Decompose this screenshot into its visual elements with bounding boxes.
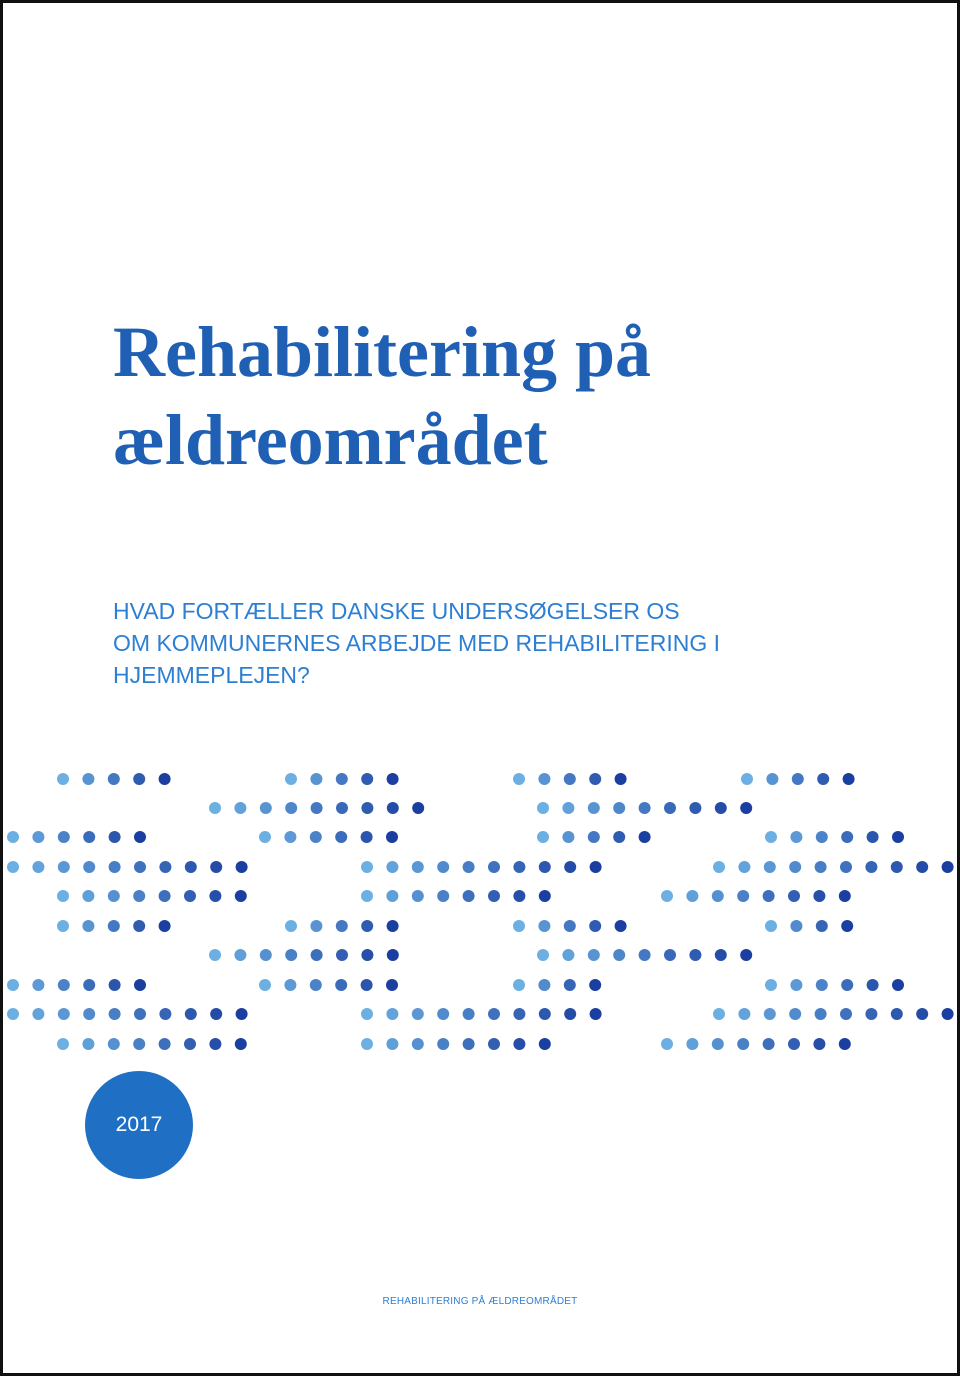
pattern-dot: [865, 861, 877, 873]
pattern-dot: [815, 861, 827, 873]
pattern-dot: [58, 1008, 70, 1020]
cover-subtitle-line-3: HJEMMEPLEJEN?: [113, 662, 310, 688]
pattern-dot: [865, 1008, 877, 1020]
pattern-dot: [841, 831, 853, 843]
pattern-dot: [841, 920, 853, 932]
pattern-dot: [790, 979, 802, 991]
pattern-dot: [82, 1038, 94, 1050]
pattern-dot: [562, 802, 574, 814]
pattern-dot: [788, 1038, 800, 1050]
pattern-dot: [590, 1008, 602, 1020]
pattern-dot: [234, 949, 246, 961]
pattern-dot: [412, 861, 424, 873]
pattern-dot: [613, 949, 625, 961]
pattern-dot: [386, 831, 398, 843]
pattern-dot: [488, 1038, 500, 1050]
pattern-dot: [539, 890, 551, 902]
pattern-dot: [615, 773, 627, 785]
pattern-dot: [816, 979, 828, 991]
pattern-dot: [488, 861, 500, 873]
pattern-dot: [210, 1008, 222, 1020]
pattern-dot: [916, 861, 928, 873]
pattern-dot: [789, 861, 801, 873]
pattern-dot: [335, 979, 347, 991]
pattern-dot: [766, 773, 778, 785]
pattern-dot: [639, 949, 651, 961]
pattern-dot: [310, 773, 322, 785]
pattern-dot: [361, 773, 373, 785]
pattern-dot: [361, 831, 373, 843]
pattern-dot: [437, 890, 449, 902]
pattern-dot: [83, 861, 95, 873]
pattern-dot: [236, 1008, 248, 1020]
pattern-dot: [361, 1008, 373, 1020]
pattern-dot: [387, 920, 399, 932]
pattern-dot: [916, 1008, 928, 1020]
pattern-dot: [159, 920, 171, 932]
pattern-dot: [764, 1008, 776, 1020]
pattern-dot: [209, 802, 221, 814]
pattern-dot: [133, 773, 145, 785]
pattern-dot: [513, 979, 525, 991]
pattern-dot: [664, 802, 676, 814]
pattern-dot: [715, 802, 727, 814]
pattern-dot: [437, 1038, 449, 1050]
pattern-dot: [867, 979, 879, 991]
pattern-dot: [310, 979, 322, 991]
pattern-dot: [816, 831, 828, 843]
pattern-dot: [386, 861, 398, 873]
pattern-dot: [361, 890, 373, 902]
pattern-dot: [463, 890, 475, 902]
pattern-dot: [184, 890, 196, 902]
pattern-dot: [740, 949, 752, 961]
pattern-dot: [564, 861, 576, 873]
pattern-dot: [765, 979, 777, 991]
pattern-dot: [664, 949, 676, 961]
pattern-dot: [235, 890, 247, 902]
pattern-dot: [539, 1008, 551, 1020]
pattern-dot: [488, 890, 500, 902]
pattern-dot: [712, 890, 724, 902]
pattern-dot: [412, 1008, 424, 1020]
pattern-dot: [7, 861, 19, 873]
pattern-dot: [57, 773, 69, 785]
pattern-dot: [765, 831, 777, 843]
pattern-dot: [285, 920, 297, 932]
pattern-dot: [538, 920, 550, 932]
pattern-dot: [58, 831, 70, 843]
pattern-dot: [513, 861, 525, 873]
pattern-dot: [713, 1008, 725, 1020]
pattern-dot: [741, 773, 753, 785]
pattern-dot: [260, 802, 272, 814]
pattern-dot: [513, 920, 525, 932]
pattern-dot: [763, 1038, 775, 1050]
pattern-dot: [210, 861, 222, 873]
pattern-dot: [387, 802, 399, 814]
pattern-dot: [235, 1038, 247, 1050]
pattern-dot: [134, 861, 146, 873]
year-label: 2017: [115, 1113, 163, 1136]
pattern-dot: [437, 861, 449, 873]
pattern-dot: [285, 773, 297, 785]
pattern-dot: [537, 802, 549, 814]
pattern-dot: [816, 920, 828, 932]
cover-subtitle-line-2: OM KOMMUNERNES ARBEJDE MED REHABILITERING I: [113, 630, 721, 656]
pattern-dot: [661, 1038, 673, 1050]
pattern-dot: [285, 949, 297, 961]
pattern-dot: [738, 1008, 750, 1020]
pattern-dot: [589, 773, 601, 785]
pattern-dot: [788, 890, 800, 902]
pattern-dot: [537, 831, 549, 843]
pattern-dot: [589, 979, 601, 991]
pattern-dot: [737, 890, 749, 902]
pattern-dot: [7, 979, 19, 991]
pattern-dot: [361, 861, 373, 873]
pattern-dot: [83, 979, 95, 991]
pattern-dot: [613, 831, 625, 843]
pattern-dot: [412, 802, 424, 814]
cover-subtitle: [113, 595, 913, 691]
pattern-dot: [513, 890, 525, 902]
pattern-dot: [335, 831, 347, 843]
pattern-dot: [387, 949, 399, 961]
pattern-dot: [284, 831, 296, 843]
pattern-dot: [763, 890, 775, 902]
pattern-dot: [712, 1038, 724, 1050]
pattern-dot: [310, 831, 322, 843]
pattern-dot: [259, 979, 271, 991]
pattern-dot: [361, 1038, 373, 1050]
pattern-dot: [817, 773, 829, 785]
pattern-dot: [839, 1038, 851, 1050]
pattern-dot: [615, 920, 627, 932]
pattern-dot: [134, 979, 146, 991]
pattern-dot: [686, 890, 698, 902]
pattern-dot: [513, 1038, 525, 1050]
pattern-dot: [159, 1008, 171, 1020]
pattern-dot: [209, 1038, 221, 1050]
pattern-dot: [387, 773, 399, 785]
pattern-dot: [686, 1038, 698, 1050]
pattern-dot: [892, 979, 904, 991]
pattern-dot: [83, 1008, 95, 1020]
pattern-dot: [336, 949, 348, 961]
pattern-dot: [737, 1038, 749, 1050]
pattern-dot: [159, 861, 171, 873]
pattern-dot: [57, 1038, 69, 1050]
pattern-dot: [841, 979, 853, 991]
pattern-dot: [463, 1038, 475, 1050]
pattern-dot: [159, 773, 171, 785]
pattern-dot: [562, 949, 574, 961]
pattern-dot: [564, 920, 576, 932]
year-badge: [85, 1071, 193, 1179]
pattern-dot: [790, 831, 802, 843]
pattern-dot: [185, 1008, 197, 1020]
pattern-dot: [134, 1008, 146, 1020]
pattern-dot: [109, 861, 121, 873]
pattern-dot: [764, 861, 776, 873]
pattern-dot: [133, 1038, 145, 1050]
pattern-dot: [412, 1038, 424, 1050]
pattern-dot: [310, 920, 322, 932]
pattern-dot: [259, 831, 271, 843]
pattern-dot: [538, 773, 550, 785]
pattern-dot: [284, 979, 296, 991]
pattern-dot: [159, 890, 171, 902]
pattern-dot: [134, 831, 146, 843]
pattern-dot: [839, 890, 851, 902]
pattern-dot: [588, 802, 600, 814]
pattern-dot: [108, 890, 120, 902]
pattern-dot: [738, 861, 750, 873]
pattern-dot: [942, 1008, 954, 1020]
pattern-dot: [133, 920, 145, 932]
pattern-dot: [336, 773, 348, 785]
pattern-dot: [7, 831, 19, 843]
pattern-dot: [234, 802, 246, 814]
pattern-dot: [463, 1008, 475, 1020]
pattern-dot: [108, 1038, 120, 1050]
pattern-dot: [463, 861, 475, 873]
pattern-dot: [159, 1038, 171, 1050]
pattern-dot: [689, 802, 701, 814]
pattern-dot: [790, 920, 802, 932]
pattern-dot: [82, 920, 94, 932]
pattern-dot: [133, 890, 145, 902]
pattern-dot: [58, 979, 70, 991]
pattern-dot: [82, 773, 94, 785]
cover-subtitle-line-1: HVAD FORTÆLLER DANSKE UNDERSØGELSER OS: [113, 598, 680, 624]
pattern-dot: [867, 831, 879, 843]
cover-title-line-1: Rehabilitering på: [113, 312, 652, 392]
pattern-dot: [513, 773, 525, 785]
pattern-dot: [740, 802, 752, 814]
pattern-dot: [32, 1008, 44, 1020]
pattern-dot: [185, 861, 197, 873]
pattern-dot: [412, 890, 424, 902]
pattern-dot: [942, 861, 954, 873]
pattern-dot: [361, 802, 373, 814]
pattern-dot: [564, 979, 576, 991]
pattern-dot: [336, 920, 348, 932]
pattern-dot: [488, 1008, 500, 1020]
pattern-dot: [285, 802, 297, 814]
pattern-dot: [58, 861, 70, 873]
pattern-dot: [109, 1008, 121, 1020]
pattern-dot: [813, 1038, 825, 1050]
pattern-dot: [891, 1008, 903, 1020]
pattern-dot: [236, 861, 248, 873]
pattern-dot: [537, 949, 549, 961]
pattern-dot: [813, 890, 825, 902]
pattern-dot: [7, 1008, 19, 1020]
pattern-dot: [32, 831, 44, 843]
pattern-dot: [386, 1008, 398, 1020]
pattern-dot: [209, 949, 221, 961]
pattern-dot: [539, 861, 551, 873]
pattern-dot: [57, 890, 69, 902]
pattern-dot: [715, 949, 727, 961]
pattern-dot: [539, 1038, 551, 1050]
pattern-dot: [792, 773, 804, 785]
cover-title-line-2: ældreområdet: [113, 400, 548, 480]
pattern-dot: [386, 979, 398, 991]
pattern-dot: [361, 979, 373, 991]
pattern-dot: [590, 861, 602, 873]
pattern-dot: [843, 773, 855, 785]
pattern-dot: [108, 920, 120, 932]
pattern-dot: [789, 1008, 801, 1020]
pattern-dot: [562, 831, 574, 843]
pattern-dot: [588, 949, 600, 961]
pattern-dot: [83, 831, 95, 843]
pattern-dot: [109, 979, 121, 991]
pattern-dot: [639, 802, 651, 814]
pattern-dot: [713, 861, 725, 873]
pattern-dot: [361, 920, 373, 932]
pattern-dot: [386, 890, 398, 902]
pattern-dot: [661, 890, 673, 902]
pattern-dot: [513, 1008, 525, 1020]
pattern-dot: [689, 949, 701, 961]
pattern-dot: [639, 831, 651, 843]
pattern-dot: [589, 920, 601, 932]
pattern-dot: [891, 861, 903, 873]
pattern-dot: [260, 949, 272, 961]
pattern-dot: [57, 920, 69, 932]
pattern-dot: [840, 1008, 852, 1020]
pattern-dot: [564, 1008, 576, 1020]
pattern-dot: [892, 831, 904, 843]
pattern-dot: [538, 979, 550, 991]
pattern-dot: [209, 890, 221, 902]
pattern-dot: [361, 949, 373, 961]
pattern-dot: [109, 831, 121, 843]
pattern-dot: [386, 1038, 398, 1050]
pattern-dot: [32, 979, 44, 991]
pattern-dot: [82, 890, 94, 902]
cover-title: [113, 308, 913, 484]
pattern-dot: [336, 802, 348, 814]
pattern-dot: [108, 773, 120, 785]
pattern-dot: [613, 802, 625, 814]
pattern-dot: [311, 949, 323, 961]
pattern-dot: [815, 1008, 827, 1020]
pattern-dot: [184, 1038, 196, 1050]
pattern-dot: [588, 831, 600, 843]
footer-text: REHABILITERING PÅ ÆLDREOMRÅDET: [382, 1296, 578, 1307]
pattern-dot: [311, 802, 323, 814]
pattern-dot: [765, 920, 777, 932]
pattern-dot: [564, 773, 576, 785]
pattern-dot: [32, 861, 44, 873]
pattern-dot: [840, 861, 852, 873]
pattern-dot: [437, 1008, 449, 1020]
